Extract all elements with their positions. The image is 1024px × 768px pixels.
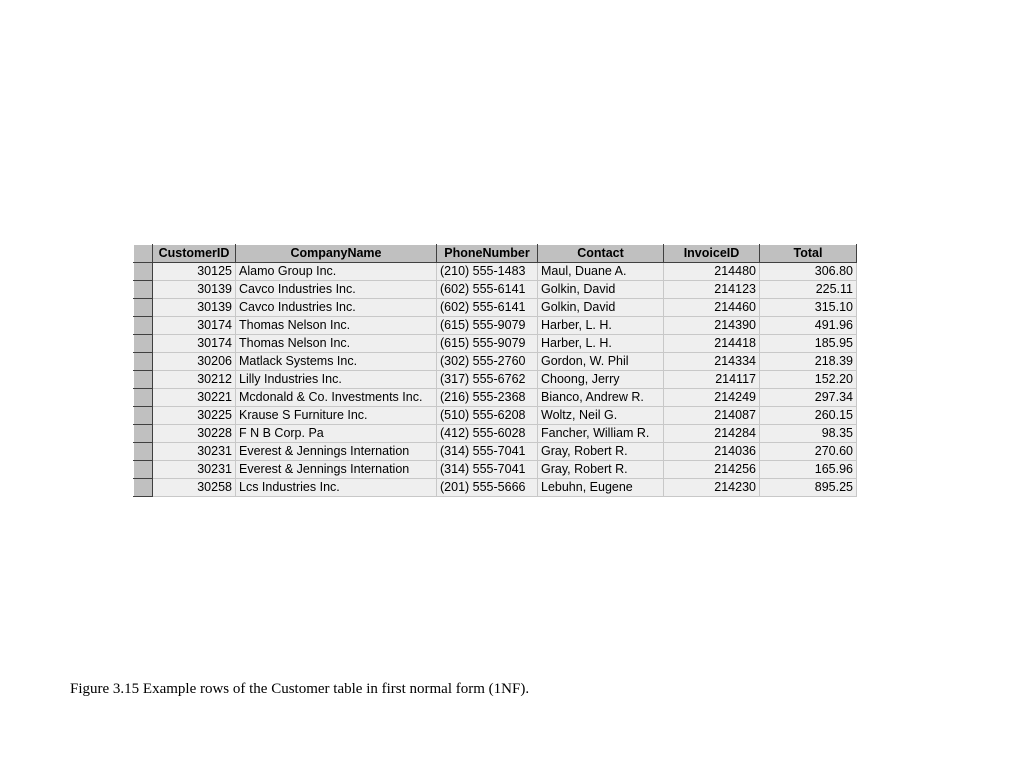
cell-contact[interactable]: Gray, Robert R. bbox=[538, 461, 664, 479]
cell-total[interactable]: 218.39 bbox=[760, 353, 857, 371]
cell-phonenumber[interactable]: (602) 555-6141 bbox=[437, 281, 538, 299]
cell-total[interactable]: 306.80 bbox=[760, 263, 857, 281]
cell-companyname[interactable]: Alamo Group Inc. bbox=[236, 263, 437, 281]
cell-invoiceid[interactable]: 214480 bbox=[664, 263, 760, 281]
row-selector[interactable] bbox=[134, 389, 153, 407]
table-row[interactable] bbox=[134, 263, 857, 281]
row-selector[interactable] bbox=[134, 299, 153, 317]
figure-caption: Figure 3.15 Example rows of the Customer table in first normal form (1NF). bbox=[70, 681, 530, 697]
cell-contact[interactable]: Maul, Duane A. bbox=[538, 263, 664, 281]
cell-invoiceid[interactable]: 214123 bbox=[664, 281, 760, 299]
cell-invoiceid[interactable]: 214284 bbox=[664, 425, 760, 443]
cell-phonenumber[interactable]: (510) 555-6208 bbox=[437, 407, 538, 425]
cell-contact[interactable]: Woltz, Neil G. bbox=[538, 407, 664, 425]
table-row[interactable] bbox=[134, 353, 857, 371]
cell-total[interactable]: 225.11 bbox=[760, 281, 857, 299]
cell-phonenumber[interactable]: (314) 555-7041 bbox=[437, 443, 538, 461]
cell-companyname[interactable]: Everest & Jennings Internation bbox=[236, 443, 437, 461]
header-row bbox=[134, 245, 857, 263]
table-row[interactable] bbox=[134, 335, 857, 353]
cell-phonenumber[interactable]: (615) 555-9079 bbox=[437, 335, 538, 353]
cell-contact[interactable]: Bianco, Andrew R. bbox=[538, 389, 664, 407]
table-row[interactable] bbox=[134, 299, 857, 317]
cell-contact[interactable]: Lebuhn, Eugene bbox=[538, 479, 664, 497]
row-selector[interactable] bbox=[134, 461, 153, 479]
cell-invoiceid[interactable]: 214334 bbox=[664, 353, 760, 371]
select-all-corner[interactable] bbox=[134, 245, 153, 263]
cell-contact[interactable]: Golkin, David bbox=[538, 299, 664, 317]
cell-invoiceid[interactable]: 214256 bbox=[664, 461, 760, 479]
cell-total[interactable]: 98.35 bbox=[760, 425, 857, 443]
column-header-phonenumber[interactable]: PhoneNumber bbox=[437, 245, 538, 263]
row-selector[interactable] bbox=[134, 479, 153, 497]
cell-total[interactable]: 491.96 bbox=[760, 317, 857, 335]
cell-phonenumber[interactable]: (602) 555-6141 bbox=[437, 299, 538, 317]
cell-companyname[interactable]: Krause S Furniture Inc. bbox=[236, 407, 437, 425]
column-header-total[interactable]: Total bbox=[760, 245, 857, 263]
cell-total[interactable]: 152.20 bbox=[760, 371, 857, 389]
cell-phonenumber[interactable]: (314) 555-7041 bbox=[437, 461, 538, 479]
cell-invoiceid[interactable]: 214117 bbox=[664, 371, 760, 389]
cell-customerid[interactable]: 30206 bbox=[153, 353, 236, 371]
cell-contact[interactable]: Gray, Robert R. bbox=[538, 443, 664, 461]
table-row[interactable] bbox=[134, 479, 857, 497]
table-row[interactable] bbox=[134, 425, 857, 443]
cell-companyname[interactable]: Lilly Industries Inc. bbox=[236, 371, 437, 389]
table-row[interactable] bbox=[134, 317, 857, 335]
cell-contact[interactable]: Choong, Jerry bbox=[538, 371, 664, 389]
row-selector[interactable] bbox=[134, 281, 153, 299]
cell-contact[interactable]: Harber, L. H. bbox=[538, 335, 664, 353]
row-selector[interactable] bbox=[134, 263, 153, 281]
cell-customerid[interactable]: 30174 bbox=[153, 317, 236, 335]
column-header-invoiceid[interactable]: InvoiceID bbox=[664, 245, 760, 263]
cell-phonenumber[interactable]: (615) 555-9079 bbox=[437, 317, 538, 335]
cell-total[interactable]: 315.10 bbox=[760, 299, 857, 317]
cell-customerid[interactable]: 30231 bbox=[153, 461, 236, 479]
cell-phonenumber[interactable]: (412) 555-6028 bbox=[437, 425, 538, 443]
column-header-customerid[interactable]: CustomerID bbox=[153, 245, 236, 263]
cell-customerid[interactable]: 30139 bbox=[153, 281, 236, 299]
cell-invoiceid[interactable]: 214230 bbox=[664, 479, 760, 497]
row-selector[interactable] bbox=[134, 443, 153, 461]
cell-phonenumber[interactable]: (317) 555-6762 bbox=[437, 371, 538, 389]
cell-total[interactable]: 297.34 bbox=[760, 389, 857, 407]
table-row[interactable] bbox=[134, 389, 857, 407]
column-header-companyname[interactable]: CompanyName bbox=[236, 245, 437, 263]
cell-phonenumber[interactable]: (302) 555-2760 bbox=[437, 353, 538, 371]
cell-customerid[interactable]: 30225 bbox=[153, 407, 236, 425]
cell-customerid[interactable]: 30228 bbox=[153, 425, 236, 443]
cell-companyname[interactable]: Everest & Jennings Internation bbox=[236, 461, 437, 479]
table-row[interactable] bbox=[134, 461, 857, 479]
cell-contact[interactable]: Harber, L. H. bbox=[538, 317, 664, 335]
row-selector[interactable] bbox=[134, 317, 153, 335]
cell-total[interactable]: 270.60 bbox=[760, 443, 857, 461]
table-row[interactable] bbox=[134, 443, 857, 461]
customer-table bbox=[133, 244, 857, 497]
cell-invoiceid[interactable]: 214460 bbox=[664, 299, 760, 317]
cell-customerid[interactable]: 30212 bbox=[153, 371, 236, 389]
cell-invoiceid[interactable]: 214249 bbox=[664, 389, 760, 407]
row-selector[interactable] bbox=[134, 371, 153, 389]
cell-total[interactable]: 895.25 bbox=[760, 479, 857, 497]
cell-companyname[interactable]: Mcdonald & Co. Investments Inc. bbox=[236, 389, 437, 407]
row-selector[interactable] bbox=[134, 407, 153, 425]
column-header-contact[interactable]: Contact bbox=[538, 245, 664, 263]
cell-invoiceid[interactable]: 214418 bbox=[664, 335, 760, 353]
cell-invoiceid[interactable]: 214390 bbox=[664, 317, 760, 335]
cell-companyname[interactable]: Matlack Systems Inc. bbox=[236, 353, 437, 371]
cell-companyname[interactable]: Cavco Industries Inc. bbox=[236, 299, 437, 317]
cell-phonenumber[interactable]: (210) 555-1483 bbox=[437, 263, 538, 281]
table-row[interactable] bbox=[134, 371, 857, 389]
customer-datasheet bbox=[133, 244, 857, 497]
cell-companyname[interactable]: Cavco Industries Inc. bbox=[236, 281, 437, 299]
cell-customerid[interactable]: 30221 bbox=[153, 389, 236, 407]
cell-customerid[interactable]: 30139 bbox=[153, 299, 236, 317]
cell-customerid[interactable]: 30125 bbox=[153, 263, 236, 281]
cell-contact[interactable]: Fancher, William R. bbox=[538, 425, 664, 443]
cell-contact[interactable]: Gordon, W. Phil bbox=[538, 353, 664, 371]
cell-contact[interactable]: Golkin, David bbox=[538, 281, 664, 299]
cell-phonenumber[interactable]: (201) 555-5666 bbox=[437, 479, 538, 497]
cell-companyname[interactable]: Lcs Industries Inc. bbox=[236, 479, 437, 497]
cell-phonenumber[interactable]: (216) 555-2368 bbox=[437, 389, 538, 407]
row-selector[interactable] bbox=[134, 353, 153, 371]
cell-companyname[interactable]: F N B Corp. Pa bbox=[236, 425, 437, 443]
row-selector[interactable] bbox=[134, 335, 153, 353]
cell-total[interactable]: 260.15 bbox=[760, 407, 857, 425]
cell-total[interactable]: 185.95 bbox=[760, 335, 857, 353]
cell-companyname[interactable]: Thomas Nelson Inc. bbox=[236, 335, 437, 353]
cell-total[interactable]: 165.96 bbox=[760, 461, 857, 479]
row-selector[interactable] bbox=[134, 425, 153, 443]
table-row[interactable] bbox=[134, 407, 857, 425]
cell-customerid[interactable]: 30231 bbox=[153, 443, 236, 461]
cell-customerid[interactable]: 30258 bbox=[153, 479, 236, 497]
cell-invoiceid[interactable]: 214036 bbox=[664, 443, 760, 461]
table-row[interactable] bbox=[134, 281, 857, 299]
cell-customerid[interactable]: 30174 bbox=[153, 335, 236, 353]
cell-companyname[interactable]: Thomas Nelson Inc. bbox=[236, 317, 437, 335]
cell-invoiceid[interactable]: 214087 bbox=[664, 407, 760, 425]
